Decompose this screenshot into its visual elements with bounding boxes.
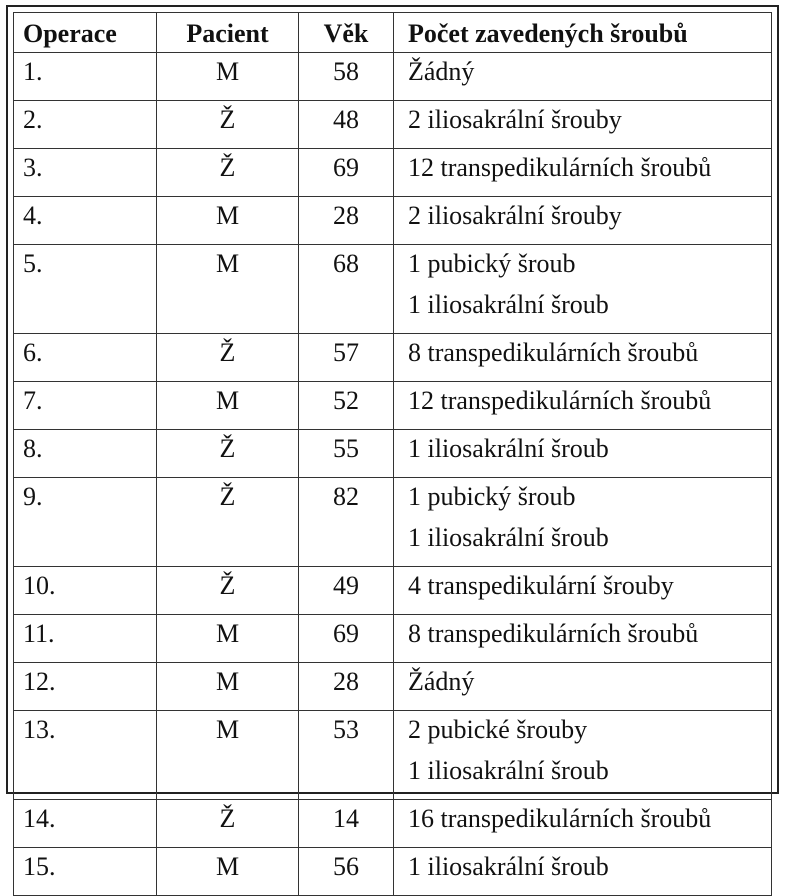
cell-operation: 2. xyxy=(14,101,157,149)
cell-screws xyxy=(394,567,772,615)
cell-patient: Ž xyxy=(157,101,299,149)
cell-patient: M xyxy=(157,197,299,245)
cell-age: 69 xyxy=(299,615,394,663)
table-row xyxy=(14,615,772,663)
cell-patient: Ž xyxy=(157,149,299,197)
table-row xyxy=(14,800,772,848)
table-row xyxy=(14,430,772,478)
header-screws: Počet zavedených šroubů xyxy=(394,13,772,53)
cell-screws xyxy=(394,334,772,382)
cell-age: 52 xyxy=(299,382,394,430)
cell-age: 49 xyxy=(299,567,394,615)
cell-patient: M xyxy=(157,245,299,334)
cell-operation: 13. xyxy=(14,711,157,800)
cell-operation: 8. xyxy=(14,430,157,478)
table-row xyxy=(14,53,772,101)
table-row xyxy=(14,711,772,800)
screw-line: 1 iliosakrální šroub xyxy=(408,852,609,881)
screw-line: 1 iliosakrální šroub xyxy=(408,290,609,319)
cell-operation: 15. xyxy=(14,848,157,896)
table-row xyxy=(14,478,772,567)
cell-operation: 3. xyxy=(14,149,157,197)
screw-line: 2 iliosakrální šrouby xyxy=(408,105,622,134)
cell-screws xyxy=(394,53,772,101)
cell-patient: M xyxy=(157,663,299,711)
cell-screws xyxy=(394,848,772,896)
cell-screws xyxy=(394,711,772,800)
cell-operation: 11. xyxy=(14,615,157,663)
screw-line: 12 transpedikulárních šroubů xyxy=(408,386,712,415)
cell-operation: 7. xyxy=(14,382,157,430)
cell-age: 48 xyxy=(299,101,394,149)
screw-table xyxy=(13,12,772,896)
table-row xyxy=(14,334,772,382)
table-row xyxy=(14,245,772,334)
table-row xyxy=(14,848,772,896)
screw-line: 2 iliosakrální šrouby xyxy=(408,201,622,230)
screw-line: 1 iliosakrální šroub xyxy=(408,434,609,463)
cell-screws xyxy=(394,149,772,197)
cell-age: 68 xyxy=(299,245,394,334)
cell-patient: Ž xyxy=(157,430,299,478)
cell-operation: 14. xyxy=(14,800,157,848)
cell-patient: M xyxy=(157,53,299,101)
cell-patient: M xyxy=(157,382,299,430)
cell-patient: M xyxy=(157,711,299,800)
cell-operation: 5. xyxy=(14,245,157,334)
cell-screws xyxy=(394,615,772,663)
cell-age: 69 xyxy=(299,149,394,197)
cell-screws xyxy=(394,197,772,245)
cell-age: 28 xyxy=(299,197,394,245)
table-row xyxy=(14,101,772,149)
table-row xyxy=(14,382,772,430)
cell-patient: Ž xyxy=(157,567,299,615)
screw-line: 1 iliosakrální šroub xyxy=(408,523,609,552)
cell-operation: 9. xyxy=(14,478,157,567)
screw-line: 16 transpedikulárních šroubů xyxy=(408,804,712,833)
cell-patient: M xyxy=(157,615,299,663)
header-row xyxy=(14,13,772,53)
screw-line: 2 pubické šrouby xyxy=(408,715,588,744)
cell-age: 55 xyxy=(299,430,394,478)
cell-patient: Ž xyxy=(157,478,299,567)
table-row xyxy=(14,197,772,245)
cell-age: 82 xyxy=(299,478,394,567)
cell-operation: 6. xyxy=(14,334,157,382)
cell-operation: 4. xyxy=(14,197,157,245)
cell-screws xyxy=(394,430,772,478)
cell-screws xyxy=(394,101,772,149)
cell-age: 53 xyxy=(299,711,394,800)
cell-age: 58 xyxy=(299,53,394,101)
cell-age: 14 xyxy=(299,800,394,848)
table-body xyxy=(14,53,772,896)
table-row xyxy=(14,567,772,615)
cell-operation: 12. xyxy=(14,663,157,711)
cell-age: 28 xyxy=(299,663,394,711)
header-operation: Operace xyxy=(14,13,157,53)
cell-patient: Ž xyxy=(157,334,299,382)
screw-line: 12 transpedikulárních šroubů xyxy=(408,153,712,182)
screw-line: 1 pubický šroub xyxy=(408,482,576,511)
cell-screws xyxy=(394,800,772,848)
cell-operation: 10. xyxy=(14,567,157,615)
cell-screws xyxy=(394,245,772,334)
cell-screws xyxy=(394,663,772,711)
header-age: Věk xyxy=(299,13,394,53)
screw-line: 1 iliosakrální šroub xyxy=(408,756,609,785)
cell-patient: Ž xyxy=(157,800,299,848)
header-patient: Pacient xyxy=(157,13,299,53)
cell-patient: M xyxy=(157,848,299,896)
screw-line: Žádný xyxy=(408,667,475,696)
table-row xyxy=(14,149,772,197)
screw-line: 1 pubický šroub xyxy=(408,249,576,278)
screw-line: Žádný xyxy=(408,57,475,86)
cell-age: 56 xyxy=(299,848,394,896)
screw-line: 8 transpedikulárních šroubů xyxy=(408,338,699,367)
cell-operation: 1. xyxy=(14,53,157,101)
screw-line: 8 transpedikulárních šroubů xyxy=(408,619,699,648)
screw-line: 4 transpedikulární šrouby xyxy=(408,571,674,600)
cell-screws xyxy=(394,382,772,430)
cell-age: 57 xyxy=(299,334,394,382)
table-row xyxy=(14,663,772,711)
cell-screws xyxy=(394,478,772,567)
